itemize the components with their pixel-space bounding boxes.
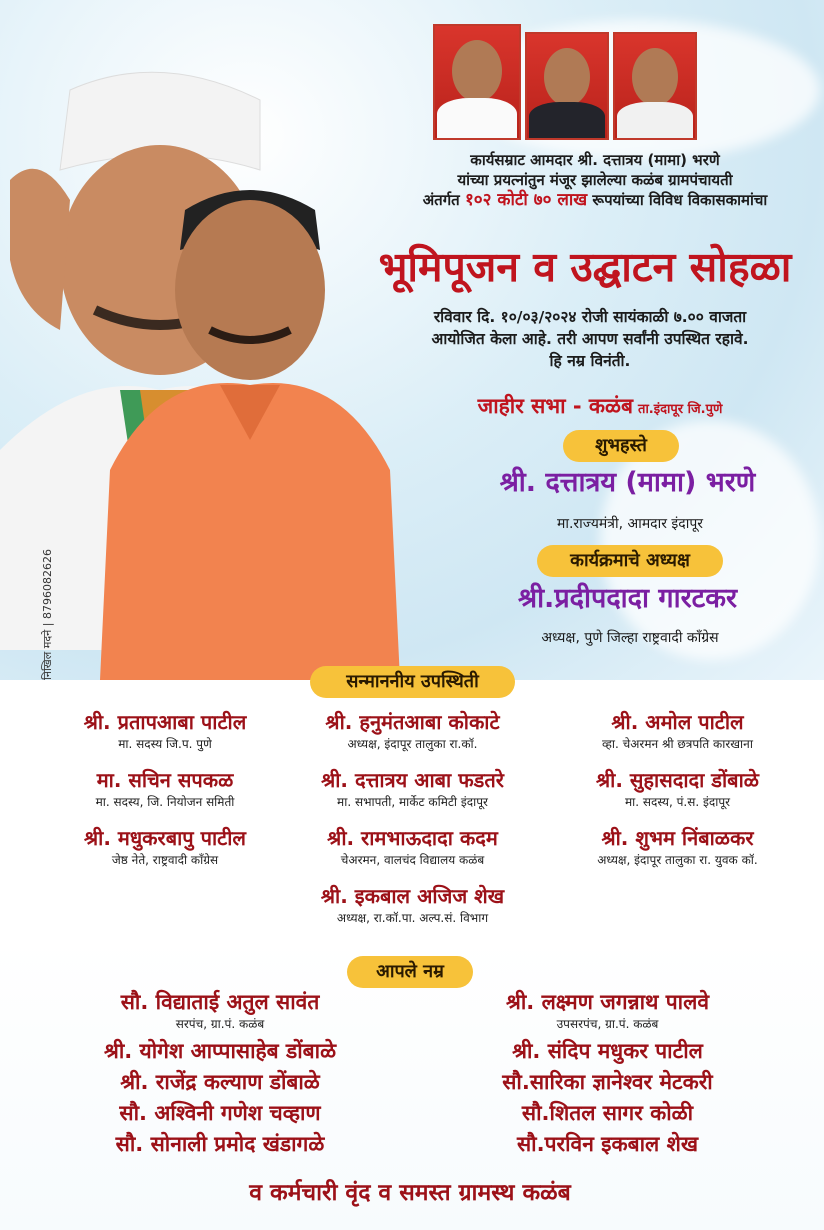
guest-item [285,708,540,752]
guest-name: श्री. सुहासदादा डोंबाळे [596,768,759,792]
guest-name: श्री. रामभाऊदादा कदम [327,826,498,850]
guest-item [45,708,285,752]
hosts-label: आपले नम्र [347,956,473,988]
host-name: सौ. सोनाली प्रमोद खंडागळे [115,1132,325,1156]
guest-name: श्री. हनुमंतआबा कोकाटे [325,710,500,734]
host-name: सौ. विद्याताई अतुल सावंत [120,990,320,1014]
guest-role: चेअरमन, वालचंद विद्यालय कळंब [340,853,485,867]
hosts-right-column [420,988,795,1160]
guest-item [40,824,290,868]
header-line2: यांच्या प्रयत्नांतुन मंजूर झालेल्या कळंब ग्रामपंचायती [457,171,733,189]
host-role: उपसरपंच, ग्रा.पं. कळंब [556,1017,659,1031]
guest-item [545,766,810,810]
header-amount: १०२ कोटी ७० लाख [464,190,588,210]
chief-guest-designation: मा.राज्यमंत्री, आमदार इंदापूर [556,516,704,532]
host-name: सौ.सारिका ज्ञानेश्वर मेटकरी [502,1070,713,1094]
invite-line1: आयोजित केला आहे. तरी आपण सर्वांनी उपस्थित रहावे. [431,330,749,348]
guests-label: सन्माननीय उपस्थिती [310,666,515,698]
guest-item [280,882,545,926]
venue-main: जाहीर सभा - कळंब [477,394,633,418]
chief-guest-label: शुभहस्ते [563,430,679,462]
header-line3 [380,190,810,210]
portrait-photo-2 [525,32,609,140]
venue-sub: ता.इंदापूर जि.पुणे [638,402,723,417]
host-name: श्री. लक्ष्मण जगन्नाथ पालवे [505,990,710,1014]
guest-name: श्री. दत्तात्रय आबा फडतरे [321,768,504,792]
venue [380,392,820,420]
president-label: कार्यक्रमाचे अध्यक्ष [537,545,723,577]
guest-item [285,824,540,868]
president-designation: अध्यक्ष, पुणे जिल्हा राष्ट्रवादी काँग्रेस [541,630,719,646]
event-title: भूमिपूजन व उद्घाटन सोहळा [378,243,792,291]
guest-role: मा. सभापती, मार्केट कमिटी इंदापूर [337,795,488,809]
guest-role: जेष्ठ नेते, राष्ट्रवादी काँग्रेस [111,853,219,867]
header-line1: कार्यसम्राट आमदार श्री. दत्तात्रय (मामा) भरणे [470,151,720,169]
guest-item [545,708,810,752]
guest-role: मा. सदस्य जि.प. पुणे [118,737,212,751]
portrait-photo-3 [613,32,697,140]
host-role: सरपंच, ग्रा.पं. कळंब [175,1017,265,1031]
side-credit: निखिल मदने | 8796082626 [41,549,54,680]
host-name: श्री. संदिप मधुकर पाटील [512,1039,703,1063]
header-line3-pre: अंतर्गत [422,191,460,209]
host-name: सौ. अश्विनी गणेश चव्हाण [119,1101,321,1125]
header-intro [380,150,810,210]
host-name: सौ.परविन इकबाल शेख [516,1132,699,1156]
guest-name: श्री. शुभम निंबाळकर [601,826,754,850]
guest-item [545,824,810,868]
guest-name: श्री. प्रतापआबा पाटील [83,710,247,734]
guest-role: अध्यक्ष, इंदापूर तालुका रा. युवक कॉ. [597,853,758,867]
header-line3-post: रूपयांच्या विविध विकासकामांचा [592,191,768,209]
guest-item [45,766,285,810]
guest-role: मा. सदस्य, पं.स. इंदापूर [624,795,731,809]
date-line: रविवार दि. १०/०३/२०२४ रोजी सायंकाळी ७.०० वाजता [433,308,747,326]
guest-role: अध्यक्ष, रा.कॉ.पा. अल्प.सं. विभाग [336,911,489,925]
host-name: श्री. राजेंद्र कल्याण डोंबाळे [120,1070,320,1094]
guest-name: श्री. अमोल पाटील [611,710,744,734]
guest-name: श्री. इकबाल अजिज शेख [320,884,505,908]
host-name: श्री. योगेश आप्पासाहेब डोंबाळे [103,1039,337,1063]
guest-role: व्हा. चेअरमन श्री छत्रपति कारखाना [602,737,753,751]
host-name: सौ.शितल सागर कोळी [521,1101,694,1125]
invite-line2: हि नम्र विनंती. [549,352,631,370]
hosts-left-column [40,988,400,1160]
guest-name: मा. सचिन सपकळ [96,768,234,792]
guest-item [280,766,545,810]
event-details [360,306,820,372]
guest-name: श्री. मधुकरबापु पाटील [84,826,246,850]
portrait-photo-1 [433,24,521,140]
guest-role: अध्यक्ष, इंदापूर तालुका रा.कॉ. [347,737,478,751]
chief-guest-name: श्री. दत्तात्रय (मामा) भरणे [499,467,756,498]
hosts-footer: व कर्मचारी वृंद व समस्त ग्रामस्थ कळंब [249,1180,571,1206]
guest-role: मा. सदस्य, जि. नियोजन समिती [95,795,235,809]
president-name: श्री.प्रदीपदादा गारटकर [517,583,738,614]
